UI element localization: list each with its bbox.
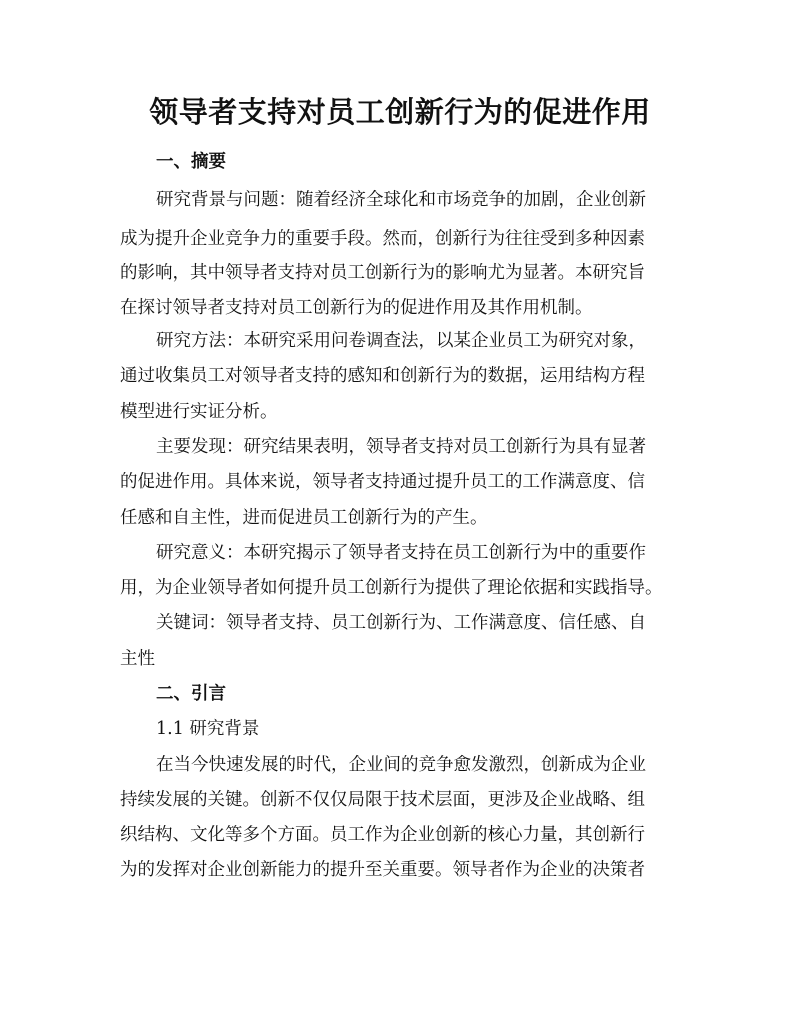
body-line: 织结构、文化等多个方面。员工作为企业创新的核心力量，其创新行 [120,825,645,845]
body-line: 主要发现：研究结果表明，领导者支持对员工创新行为具有显著 [156,437,646,457]
document-title: 领导者支持对员工创新行为的促进作用 [149,95,651,129]
body-line: 任感和自主性，进而促进员工创新行为的产生。 [120,508,488,528]
body-line: 在当今快速发展的时代，企业间的竞争愈发激烈，创新成为企业 [156,755,646,775]
body-line: 研究背景与问题：随着经济全球化和市场竞争的加剧，企业创新 [156,190,646,210]
body-line: 研究意义：本研究揭示了领导者支持在员工创新行为中的重要作 [156,543,646,563]
body-line: 模型进行实证分析。 [120,402,278,422]
subsection-heading-background: 1.1 研究背景 [156,719,260,739]
body-line: 持续发展的关键。创新不仅仅局限于技术层面，更涉及企业战略、组 [120,790,645,810]
body-line: 通过收集员工对领导者支持的感知和创新行为的数据，运用结构方程 [120,366,645,386]
section-heading-abstract: 一、摘要 [156,152,226,172]
keywords-line: 关键词：领导者支持、员工创新行为、工作满意度、信任感、自 [156,613,646,633]
body-line: 的促进作用。具体来说，领导者支持通过提升员工的工作满意度、信 [120,472,645,492]
keywords-line: 主性 [120,649,155,669]
section-heading-introduction: 二、引言 [156,684,226,704]
body-line: 在探讨领导者支持对员工创新行为的促进作用及其作用机制。 [120,298,593,318]
body-line: 研究方法：本研究采用问卷调查法，以某企业员工为研究对象， [156,331,646,351]
body-line: 成为提升企业竞争力的重要手段。然而，创新行为往往受到多种因素 [120,229,645,249]
body-line: 用，为企业领导者如何提升员工创新行为提供了理论依据和实践指导。 [120,578,663,598]
body-line: 为的发挥对企业创新能力的提升至关重要。领导者作为企业的决策者 [120,860,645,880]
body-line: 的影响，其中领导者支持对员工创新行为的影响尤为显著。本研究旨 [120,263,645,283]
